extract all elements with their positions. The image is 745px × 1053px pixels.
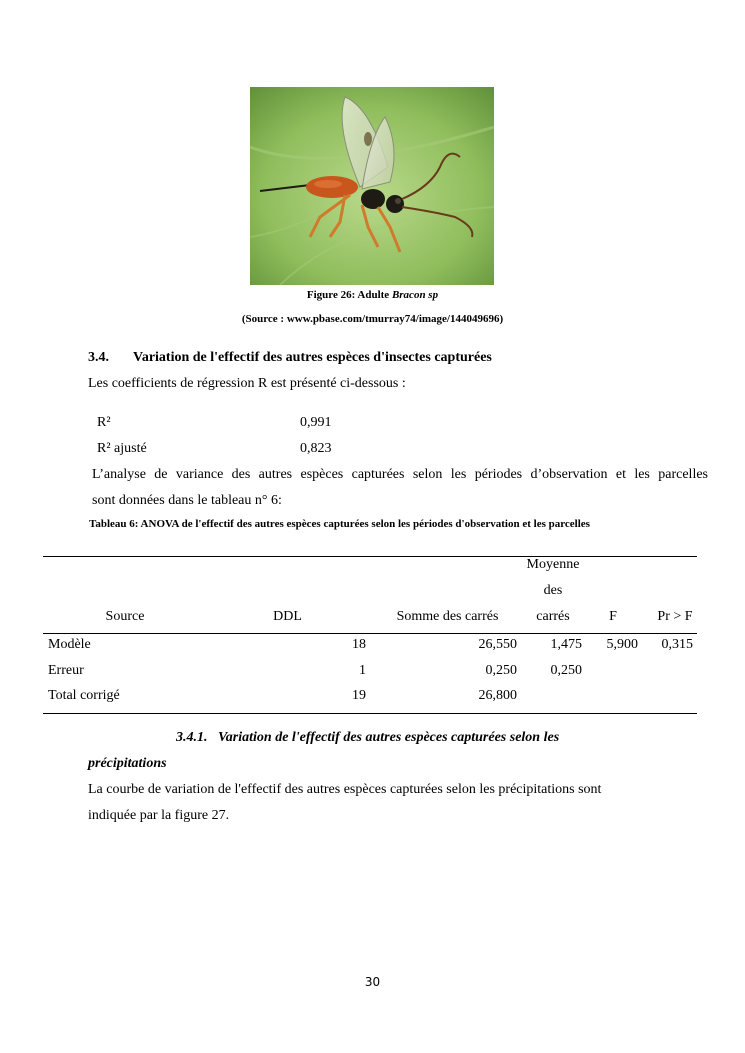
header-f: F	[609, 609, 617, 624]
table-bottom-rule	[43, 713, 697, 714]
subsection-title-line1: Variation de l'effectif des autres espèces capturées selon les	[218, 730, 560, 745]
subsection-number: 3.4.1.	[176, 730, 208, 745]
section-intro: Les coefficients de régression R est présenté ci-dessous :	[88, 376, 406, 391]
row-total-ddl: 19	[352, 688, 366, 703]
figure-caption-species: Bracon sp	[391, 289, 439, 301]
row-erreur-moyenne: 0,250	[550, 663, 582, 678]
row-erreur-source: Erreur	[48, 663, 84, 678]
header-moyenne-line1: Moyenne	[526, 557, 580, 572]
subsection-text-line1: La courbe de variation de l'effectif des autres espèces capturées selon les précipitations sont	[88, 782, 602, 797]
header-ddl: DDL	[273, 609, 302, 624]
r2-value: 0,991	[300, 415, 332, 430]
section-number: 3.4.	[88, 350, 109, 365]
paragraph-line-1: L’analyse de variance des autres espèces capturées selon les périodes d’observation et les parcelles	[92, 467, 708, 482]
figure-photo-bracon	[250, 87, 494, 285]
section-title: Variation de l'effectif des autres espèces d'insectes capturées	[133, 350, 492, 365]
header-somme-des-carres: Somme des carrés	[396, 609, 499, 624]
table-header-rule	[43, 633, 697, 634]
r2-adjusted-value: 0,823	[300, 441, 332, 456]
page-number: 30	[364, 975, 381, 989]
header-pr-f: Pr > F	[657, 609, 693, 624]
row-modele-source: Modèle	[48, 637, 91, 652]
row-modele-f: 5,900	[606, 637, 638, 652]
header-moyenne-line3: carrés	[536, 609, 570, 624]
row-total-somme: 26,800	[478, 688, 517, 703]
figure-source: (Source : www.pbase.com/tmurray74/image/144049696)	[241, 313, 504, 325]
table-caption: Tableau 6: ANOVA de l'effectif des autres espèces capturées selon les périodes d'observation et les parcelles	[89, 518, 590, 530]
figure-caption-prefix: Figure 26: Adulte	[306, 289, 392, 301]
row-modele-pr: 0,315	[661, 637, 693, 652]
figure-caption	[0, 289, 745, 301]
header-source: Source	[105, 609, 145, 624]
subsection-title	[176, 730, 559, 746]
r2-adjusted-label: R² ajusté	[97, 441, 147, 456]
row-erreur-ddl: 1	[359, 663, 366, 678]
r2-label: R²	[97, 415, 111, 430]
row-modele-somme: 26,550	[478, 637, 517, 652]
row-modele-moyenne: 1,475	[550, 637, 582, 652]
subsection-title-line2: précipitations	[88, 756, 167, 771]
header-moyenne-line2: des	[543, 583, 563, 598]
row-modele-ddl: 18	[352, 637, 366, 652]
row-total-source: Total corrigé	[48, 688, 120, 703]
subsection-text-line2: indiquée par la figure 27.	[88, 808, 230, 823]
paragraph-line-2: sont données dans le tableau n° 6:	[92, 493, 282, 508]
row-erreur-somme: 0,250	[485, 663, 517, 678]
